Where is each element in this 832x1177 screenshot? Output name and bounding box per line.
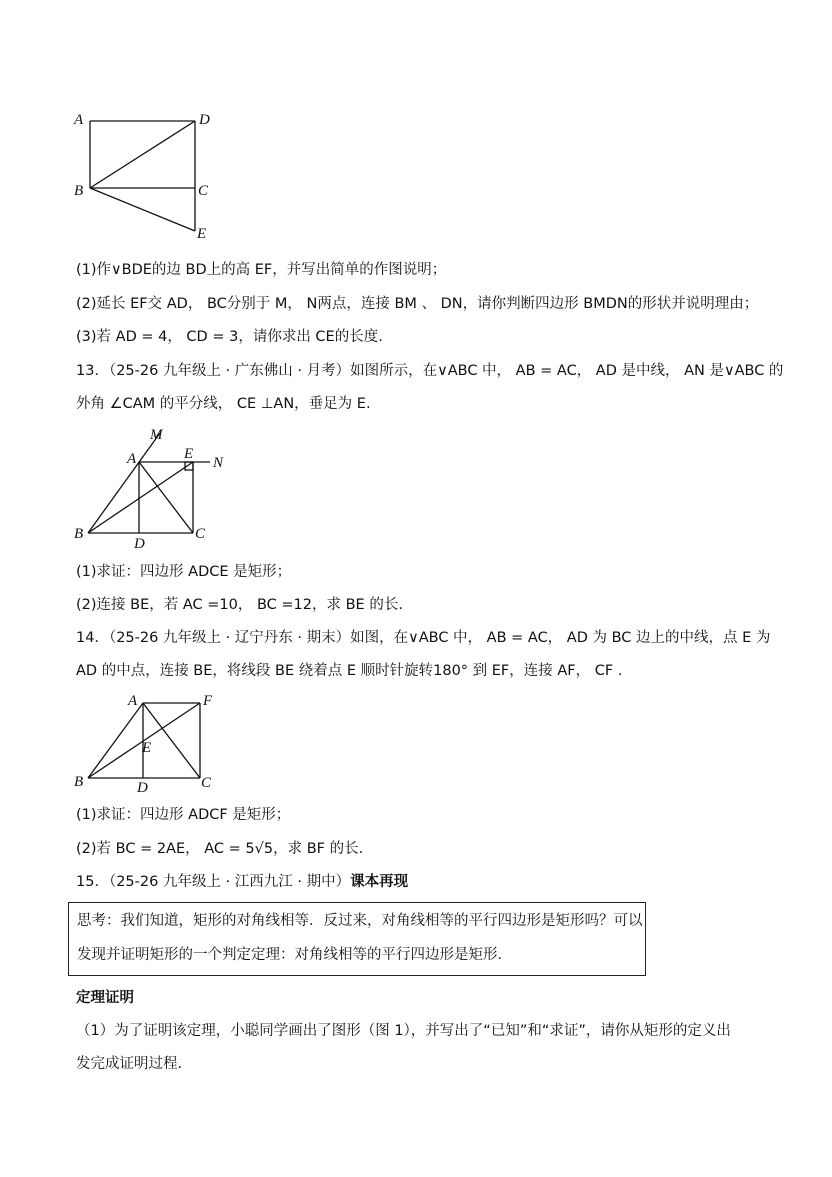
label-A: A xyxy=(128,693,138,709)
q12-part1: (1)作∨BDE的边 BD上的高 EF，并写出简单的作图说明； xyxy=(76,262,447,278)
q14-part2: (2)若 BC = 2AE， AC = 5√5，求 BF 的长. xyxy=(76,841,364,857)
label-D: D xyxy=(199,112,210,128)
q12-part3: (3)若 AD = 4， CD = 3，请你求出 CE的长度. xyxy=(76,329,383,345)
label-D: D xyxy=(134,536,145,550)
q15-stem-prefix: 15．（25-26 九年级上 · 江西九江 · 期中） xyxy=(76,874,351,890)
q13-part1: (1)求证：四边形 ADCE 是矩形； xyxy=(76,564,292,580)
label-A: A xyxy=(74,112,84,128)
q14-stem-line2: AD 的中点，连接 BE，将线段 BE 绕着点 E 顺时针旋转180° 到 EF，连接 AF， CF . xyxy=(76,663,623,679)
q13-stem-line1: 13．（25-26 九年级上 · 广东佛山 · 月考）如图所示，在∨ABC 中， AB = AC， AD 是中线， AN 是∨ABC 的 xyxy=(76,363,784,379)
q13-part2: (2)连接 BE，若 AC =10， BC =12，求 BE 的长. xyxy=(76,597,403,613)
label-B: B xyxy=(74,774,84,790)
figure-q14 xyxy=(70,690,220,795)
figure-q13 xyxy=(70,420,240,550)
label-E: E xyxy=(142,740,152,756)
label-D: D xyxy=(137,780,148,795)
label-F: F xyxy=(203,693,213,709)
recap-line2: 发现并证明矩形的一个判定定理：对角线相等的平行四边形是矩形． xyxy=(77,947,512,963)
label-E: E xyxy=(197,226,207,242)
label-N: N xyxy=(213,455,224,471)
label-B: B xyxy=(74,183,84,199)
q15-part1-line1: （1）为了证明该定理，小聪同学画出了图形（图 1），并写出了“已知”和“求证”，请你从矩形的定义出 xyxy=(76,1023,731,1039)
recap-line1: 思考：我们知道，矩形的对角线相等．反过来，对角线相等的平行四边形是矩形吗？可以 xyxy=(77,913,643,929)
label-E: E xyxy=(184,446,194,462)
label-B: B xyxy=(74,526,84,542)
q13-stem-line2: 外角 ∠CAM 的平分线， CE ⊥AN，垂足为 E. xyxy=(76,396,371,412)
q15-stem xyxy=(76,872,408,892)
label-A: A xyxy=(127,451,137,467)
theorem-proof-heading: 定理证明 xyxy=(76,990,134,1006)
textbook-recap-box xyxy=(68,902,646,976)
q14-part1: (1)求证：四边形 ADCF 是矩形； xyxy=(76,807,291,823)
q12-part2: (2)延长 EF交 AD， BC分别于 M， N两点，连接 BM 、 DN，请你判断四边形 BMDN的形状并说明理由； xyxy=(76,296,759,312)
figure-q12 xyxy=(70,105,220,245)
label-M: M xyxy=(150,427,163,443)
label-C: C xyxy=(195,526,206,542)
label-C: C xyxy=(201,775,212,791)
q15-stem-bold: 课本再现 xyxy=(350,874,409,890)
q15-part1-line2: 发完成证明过程. xyxy=(76,1056,183,1072)
q14-stem-line1: 14．（25-26 九年级上 · 辽宁丹东 · 期末）如图，在∨ABC 中， AB = AC， AD 为 BC 边上的中线，点 E 为 xyxy=(76,630,771,646)
label-C: C xyxy=(198,183,209,199)
